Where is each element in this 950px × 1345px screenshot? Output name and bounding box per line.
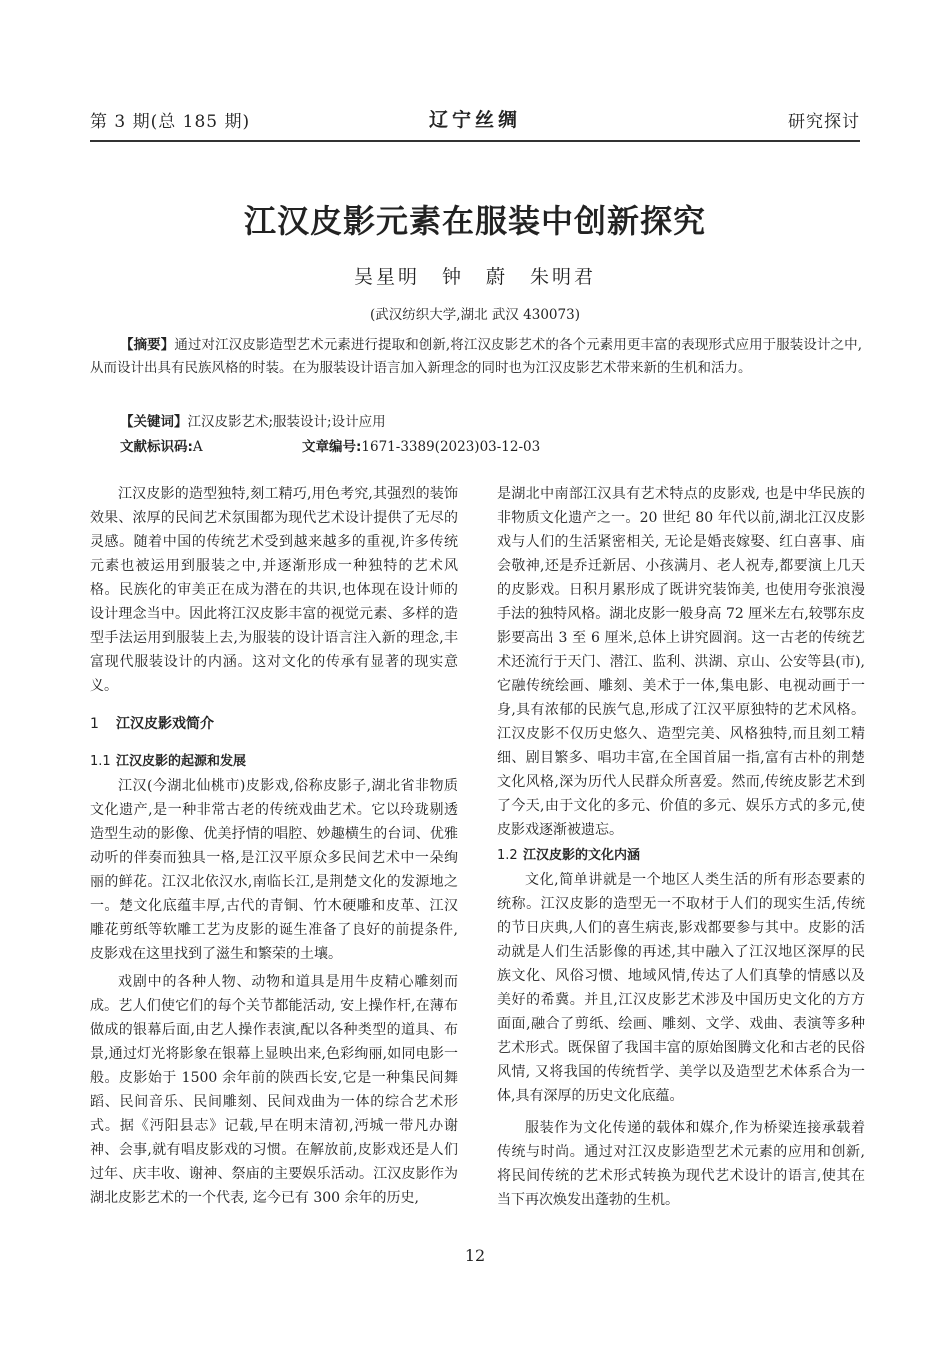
header-rule bbox=[90, 140, 860, 142]
page-number: 12 bbox=[464, 1246, 486, 1265]
paragraph: 是湖北中南部江汉具有艺术特点的皮影戏, 也是中华民族的非物质文化遗产之一。20 世纪 80 年代以前,湖北江汉皮影戏与人们的生活紧密相关, 无论是婚丧嫁娶、红白喜事、庙会敬神,还是乔迁新居、小孩满月、老人祝寿,都要演上几天的皮影戏。日积月累形成了既讲究装饰美, 也使用夸张浪漫手法的独特风格。湖北皮影一般身高 72 厘米左右,较鄂东皮影要高出 3 至 6 厘米,总体上讲究圆润。这一古老的传统艺术还流行于天门、潜江、监利、洪湖、京山、公安等县(市),它融传统绘画、雕刻、美术于一体,集电影、电视动画于一身,具有浓郁的民族气息,形成了江汉平原独特的艺术风格。江汉皮影不仅历史悠久、造型完美、风格独特,而且刻工精细、剧目繁多、唱功丰富,在全国首届一指,富有古朴的荆楚文化风格,深为历代人民群众所喜爱。然而,传统皮影艺术到了今天,由于文化的多元、价值的多元、娱乐方式的多元,使皮影戏逐渐被遗忘。 bbox=[497, 486, 865, 838]
section-1-number: 1 bbox=[90, 716, 99, 732]
section-1-1-title: 江汉皮影的起源和发展 bbox=[116, 754, 247, 769]
paragraph: 江汉(今湖北仙桃市)皮影戏,俗称皮影子,湖北省非物质文化遗产,是一种非常古老的传统戏曲艺术。它以玲珑剔透造型生动的影像、优美抒情的唱腔、妙趣横生的台词、优雅动听的伴奏而独具一格,是江汉平原众多民间艺术中一朵绚丽的鲜花。江汉北依汉水,南临长江,是荆楚文化的发源地之一。楚文化底蕴丰厚,古代的青铜、竹木硬雕和皮革、江汉雕花剪纸等软雕工艺为皮影的诞生准备了良好的前提条件, 皮影戏在这里找到了滋生和繁荣的土壤。 bbox=[90, 778, 458, 962]
abstract bbox=[90, 334, 862, 380]
doc-code bbox=[120, 439, 203, 455]
section-1-1-number: 1.1 bbox=[90, 754, 111, 769]
doc-code-label: 文献标识码: bbox=[120, 439, 193, 455]
running-header bbox=[90, 103, 860, 137]
article-meta bbox=[120, 435, 820, 455]
section-1-heading bbox=[90, 712, 458, 736]
section-1-title: 江汉皮影戏简介 bbox=[116, 716, 214, 732]
paragraph: 文化,简单讲就是一个地区人类生活的所有形态要素的统称。江汉皮影的造型无一不取材于人们的现实生活,传统的节日庆典,人们的喜生病丧,影戏都要参与其中。皮影的活动就是人们生活影像的再述,其中融入了江汉地区深厚的民族文化、风俗习惯、地域风情,传达了人们真挚的情感以及美好的希冀。并且,江汉皮影艺术涉及中国历史文化的方方面面,融合了剪纸、绘画、雕刻、文学、戏曲、表演等多种艺术形式。既保留了我国丰富的原始图腾文化和古老的民俗风情, 又将我国的传统哲学、美学以及造型艺术体系合为一体,具有深厚的历史文化底蕴。 bbox=[497, 872, 865, 1104]
article-number bbox=[302, 435, 540, 455]
section-1-2-number: 1.2 bbox=[497, 848, 518, 863]
keywords bbox=[120, 410, 386, 430]
left-column bbox=[90, 482, 458, 1210]
keywords-text: 江汉皮影艺术;服装设计;设计应用 bbox=[187, 414, 386, 430]
column-label: 研究探讨 bbox=[788, 112, 860, 132]
section-1-2-title: 江汉皮影的文化内涵 bbox=[523, 848, 641, 863]
abstract-label: 【摘要】 bbox=[120, 337, 175, 353]
issue-label: 第 3 期(总 185 期) bbox=[90, 112, 251, 132]
affiliation: (武汉纺织大学,湖北 武汉 430073) bbox=[370, 307, 580, 323]
right-column bbox=[497, 482, 865, 1212]
article-number-label: 文章编号: bbox=[302, 439, 362, 455]
paragraph: 服装作为文化传递的载体和媒介,作为桥梁连接承载着传统与时尚。通过对江汉皮影造型艺术元素的应用和创新, 将民间传统的艺术形式转换为现代艺术设计的语言,使其在当下再次焕发出蓬勃的生机。 bbox=[497, 1120, 865, 1208]
journal-name: 辽宁丝绸 bbox=[428, 109, 521, 131]
abstract-text: 通过对江汉皮影造型艺术元素进行提取和创新,将江汉皮影艺术的各个元素用更丰富的表现形式应用于服装设计之中,从而设计出具有民族风格的时装。在为服装设计语言加入新理念的同时也为江汉皮影艺术带来新的生机和活力。 bbox=[90, 337, 862, 376]
intro-paragraph: 江汉皮影的造型独特,刻工精巧,用色考究,其强烈的装饰效果、浓厚的民间艺术氛围都为现代艺术设计提供了无尽的灵感。随着中国的传统艺术受到越来越多的重视,许多传统元素也被运用到服装之中,并逐渐形成一种独特的艺术风格。民族化的审美正在成为潜在的共识,也体现在设计师的设计理念当中。因此将江汉皮影丰富的视觉元素、多样的造型手法运用到服装上去,为服装的设计语言注入新的理念,丰富现代服装设计的内涵。这对文化的传承有显著的现实意义。 bbox=[90, 486, 458, 694]
article-title: 江汉皮影元素在服装中创新探究 bbox=[243, 202, 706, 240]
section-1-2-heading bbox=[497, 844, 865, 868]
keywords-label: 【关键词】 bbox=[120, 414, 188, 430]
paragraph: 戏剧中的各种人物、动物和道具是用牛皮精心雕刻而成。艺人们使它们的每个关节都能活动, 安上操作杆,在薄布做成的银幕后面,由艺人操作表演,配以各种类型的道具、布景,通过灯光将影象在银幕上显映出来,色彩绚丽,如同电影一般。皮影始于 1500 余年前的陕西长安,它是一种集民间舞蹈、民间音乐、民间雕刻、民间戏曲为一体的综合艺术形式。据《沔阳县志》记载,早在明末清初,沔城一带凡办谢神、会事,就有唱皮影戏的习惯。在解放前,皮影戏还是人们过年、庆丰收、谢神、祭庙的主要娱乐活动。江汉皮影作为湖北皮影艺术的一个代表, 迄今已有 300 余年的历史, bbox=[90, 974, 458, 1206]
doc-code-value: A bbox=[192, 439, 203, 455]
authors: 吴星明 钟 蔚 朱明君 bbox=[353, 266, 596, 288]
section-1-1-heading bbox=[90, 750, 458, 774]
article-number-value: 1671-3389(2023)03-12-03 bbox=[361, 439, 541, 455]
